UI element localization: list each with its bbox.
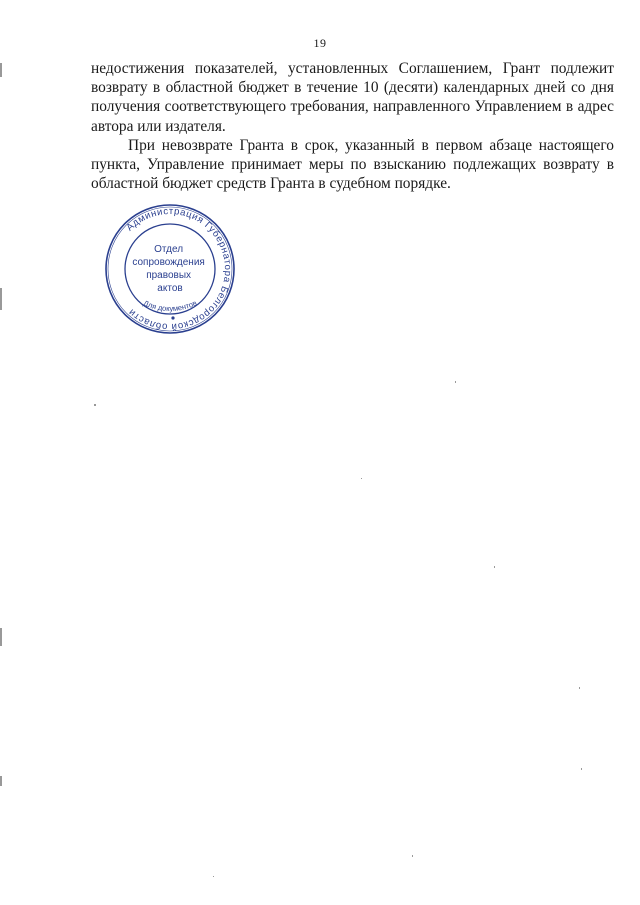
paragraph-2: При невозврате Гранта в срок, указанный в первом абзаце настоящего пункта, Управление принимает меры по взысканию подлежащих возврату в областной бюджет средств Гранта в судебном порядке. — [91, 136, 614, 193]
scan-edge-mark — [0, 776, 2, 786]
scan-speck — [213, 876, 214, 877]
stamp-ring-text: Администрация Губернатора Белгородской области — [124, 205, 234, 333]
stamp-center-line-4: актов — [157, 283, 183, 294]
stamp-center-line-2: сопровождения — [132, 257, 205, 268]
scan-speck — [361, 478, 362, 479]
paragraph-1: недостижения показателей, установленных Соглашением, Грант подлежит возврату в областной бюджет в течение 10 (десяти) календарных дней со дня получения соответствующего требования, направленного Управлением в адрес автора или издателя. — [91, 60, 614, 135]
scan-speck — [581, 768, 582, 770]
document-body — [91, 59, 614, 193]
scan-speck — [579, 687, 580, 689]
svg-text:Отдел сопровождения — [132, 244, 207, 294]
official-stamp — [102, 201, 238, 337]
scan-speck — [94, 404, 96, 406]
stamp-bottom-text: Для документов — [142, 298, 198, 314]
svg-text:Для документов — [142, 298, 198, 313]
scan-speck — [412, 855, 413, 857]
scan-edge-mark — [0, 628, 2, 646]
stamp-seal-graphic — [102, 201, 238, 337]
stamp-dot — [171, 316, 174, 319]
stamp-center-line-3: правовых — [146, 270, 192, 281]
page-number: 19 — [313, 36, 327, 50]
scan-edge-mark — [0, 63, 2, 77]
scan-speck — [455, 381, 456, 383]
scan-speck — [494, 566, 495, 568]
scan-edge-mark — [0, 288, 2, 310]
stamp-center-line-1: Отдел — [154, 244, 184, 255]
